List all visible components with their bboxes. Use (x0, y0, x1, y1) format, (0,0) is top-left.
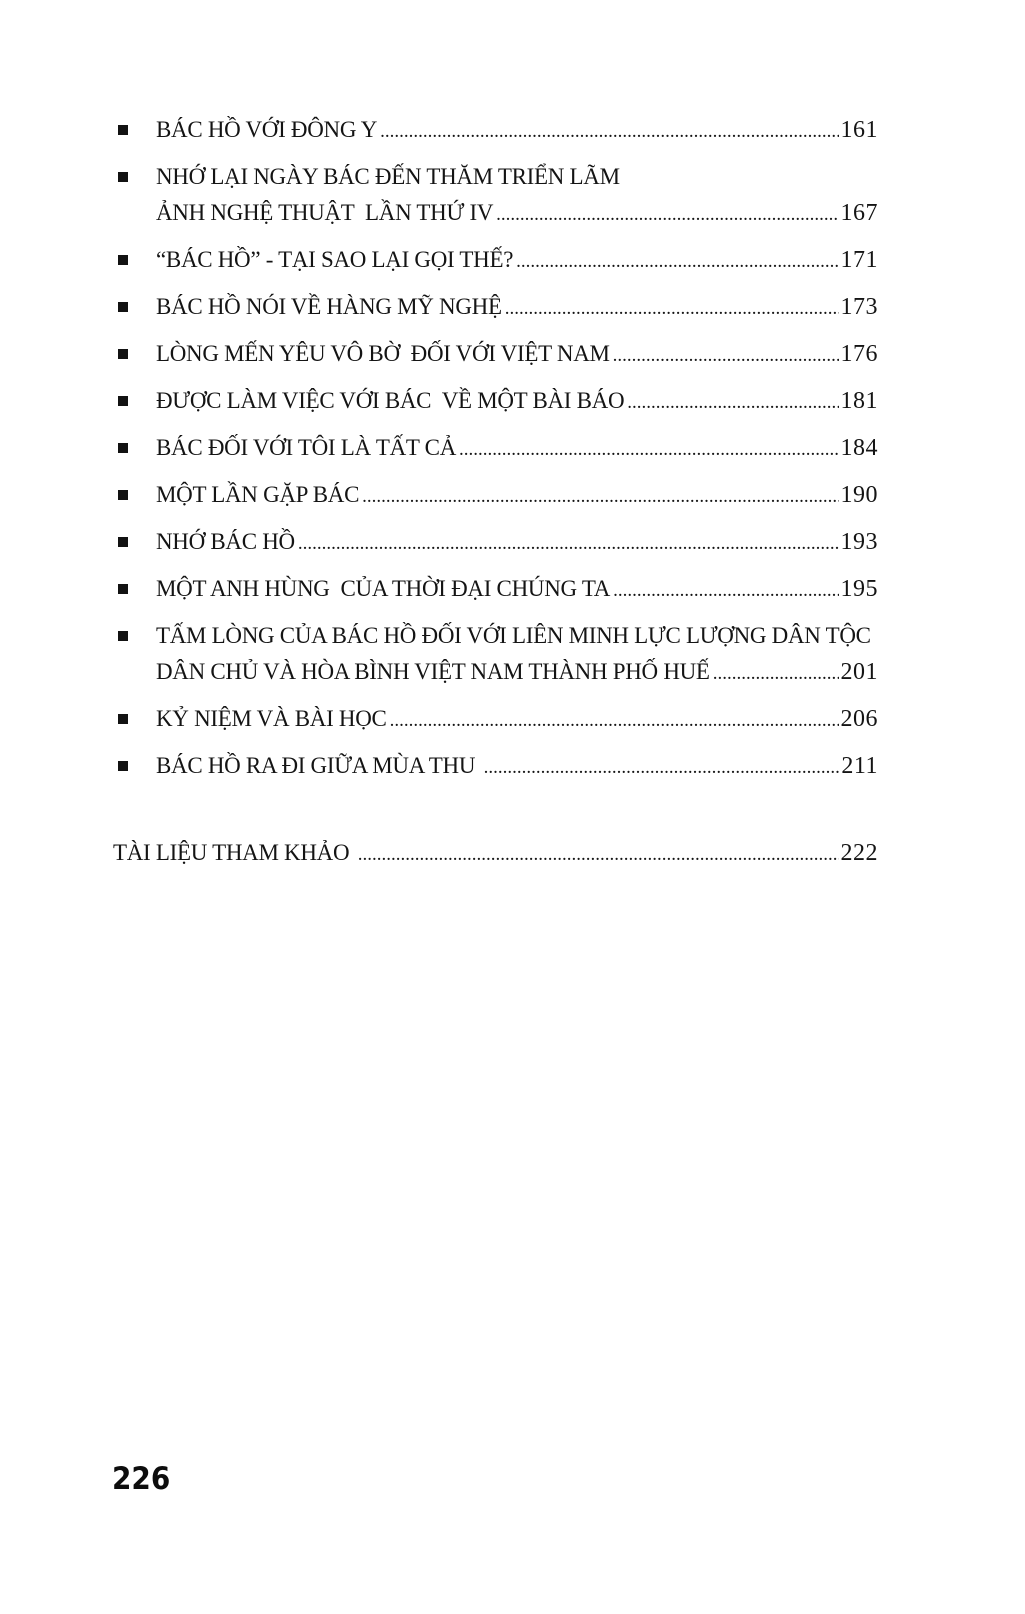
toc-entry-line (156, 748, 878, 786)
dot-leader (358, 837, 839, 873)
toc-entry-title: KỶ NIỆM VÀ BÀI HỌC (156, 706, 387, 731)
references-label: TÀI LIỆU THAM KHẢO (113, 840, 355, 865)
toc-entry-page-number: 171 (840, 247, 878, 273)
toc-entry-title: MỘT LẦN GẶP BÁC (156, 482, 360, 507)
toc-entry-page-number: 195 (840, 576, 878, 602)
toc-entry (118, 477, 878, 515)
toc-entry-line (156, 571, 878, 609)
toc-entry-body (156, 524, 878, 562)
toc-entry (118, 430, 878, 468)
toc-entry-title: ĐƯỢC LÀM VIỆC VỚI BÁC VỀ MỘT BÀI BÁO (156, 388, 625, 413)
toc-entry-page-number: 161 (840, 117, 878, 143)
dot-leader (713, 656, 839, 692)
bullet-square-icon (118, 172, 128, 182)
toc-entry-title: TẤM LÒNG CỦA BÁC HỒ ĐỐI VỚI LIÊN MINH LỰC LƯỢNG DÂN TỘC (156, 623, 871, 648)
references-entry (113, 835, 878, 873)
dot-leader (380, 114, 838, 150)
toc-entry-title: “BÁC HỒ” - TẠI SAO LẠI GỌI THẾ? (156, 247, 514, 272)
dot-leader (390, 703, 839, 739)
dot-leader (505, 291, 839, 327)
toc-entry-page-number: 206 (840, 706, 878, 732)
toc-entry-line (156, 242, 878, 280)
dot-leader (627, 385, 838, 421)
toc-entry-page-number: 184 (840, 435, 878, 461)
toc-entry-body (156, 571, 878, 609)
toc-entry-line (156, 195, 878, 233)
toc-entry-title: MỘT ANH HÙNG CỦA THỜI ĐẠI CHÚNG TA (156, 576, 611, 601)
toc-entry-page-number: 173 (840, 294, 878, 320)
toc-entry (118, 618, 878, 692)
bullet-square-icon (118, 349, 128, 359)
toc-entry-title: DÂN CHỦ VÀ HÒA BÌNH VIỆT NAM THÀNH PHỐ HUẾ (156, 659, 710, 684)
toc-entry-title: NHỚ BÁC HỒ (156, 529, 295, 554)
dot-leader (362, 479, 838, 515)
bullet-square-icon (118, 631, 128, 641)
toc-entry-title: BÁC HỒ RA ĐI GIỮA MÙA THU (156, 753, 481, 778)
toc-entry-line (156, 159, 878, 195)
toc-entry-body (156, 383, 878, 421)
bullet-square-icon (118, 255, 128, 265)
toc-entry-line (156, 654, 878, 692)
toc-entry-body (156, 477, 878, 515)
toc-entry-line (156, 383, 878, 421)
toc-entry-title: NHỚ LẠI NGÀY BÁC ĐẾN THĂM TRIỂN LÃM (156, 164, 620, 189)
toc-entry-page-number: 190 (840, 482, 878, 508)
toc-entry (118, 336, 878, 374)
toc-entry-body (156, 748, 878, 786)
folio-page-number: 226 (112, 1461, 171, 1497)
toc-entry-line (156, 336, 878, 374)
toc-entry-page-number: 193 (840, 529, 878, 555)
toc-entry (118, 289, 878, 327)
bullet-square-icon (118, 714, 128, 724)
bullet-square-icon (118, 396, 128, 406)
toc-entry (118, 242, 878, 280)
toc-entry-title: BÁC HỒ NÓI VỀ HÀNG MỸ NGHỆ (156, 294, 502, 319)
toc-entry-line (156, 618, 878, 654)
dot-leader (516, 244, 838, 280)
toc-entry-page-number: 201 (840, 659, 878, 685)
dot-leader (459, 432, 838, 468)
toc-entry-title: ẢNH NGHỆ THUẬT LẦN THỨ IV (156, 200, 494, 225)
toc-entry-page-number: 176 (840, 341, 878, 367)
toc-entry (118, 748, 878, 786)
toc-entry-body (156, 159, 878, 233)
bullet-square-icon (118, 584, 128, 594)
toc-entry-body (156, 289, 878, 327)
toc-entry-line (156, 112, 878, 150)
bullet-square-icon (118, 443, 128, 453)
toc-entry-line (156, 289, 878, 327)
toc-entry-line (156, 701, 878, 739)
bullet-square-icon (118, 302, 128, 312)
toc-entry (118, 112, 878, 150)
dot-leader (484, 750, 840, 786)
toc-entry-body (156, 112, 878, 150)
bullet-square-icon (118, 761, 128, 771)
table-of-contents (113, 112, 878, 873)
toc-entry-list (118, 112, 878, 786)
toc-entry-title: LÒNG MẾN YÊU VÔ BỜ ĐỐI VỚI VIỆT NAM (156, 341, 610, 366)
toc-entry-body (156, 242, 878, 280)
toc-entry-title: BÁC HỒ VỚI ĐÔNG Y (156, 117, 378, 142)
references-page-number: 222 (840, 840, 878, 866)
toc-entry-line (156, 477, 878, 515)
dot-leader (496, 197, 838, 233)
toc-entry (118, 524, 878, 562)
toc-entry (118, 383, 878, 421)
toc-entry-title: BÁC ĐỐI VỚI TÔI LÀ TẤT CẢ (156, 435, 457, 460)
toc-entry (118, 159, 878, 233)
toc-entry-body (156, 336, 878, 374)
toc-entry-page-number: 181 (840, 388, 878, 414)
toc-entry (118, 701, 878, 739)
toc-entry (118, 571, 878, 609)
toc-entry-page-number: 167 (840, 200, 878, 226)
toc-entry-line (156, 430, 878, 468)
bullet-square-icon (118, 125, 128, 135)
toc-entry-line (156, 524, 878, 562)
toc-entry-body (156, 618, 878, 692)
dot-leader (298, 526, 839, 562)
toc-entry-body (156, 701, 878, 739)
bullet-square-icon (118, 490, 128, 500)
bullet-square-icon (118, 537, 128, 547)
toc-entry-page-number: 211 (841, 753, 878, 779)
toc-entry-body (156, 430, 878, 468)
dot-leader (613, 573, 838, 609)
dot-leader (613, 338, 839, 374)
